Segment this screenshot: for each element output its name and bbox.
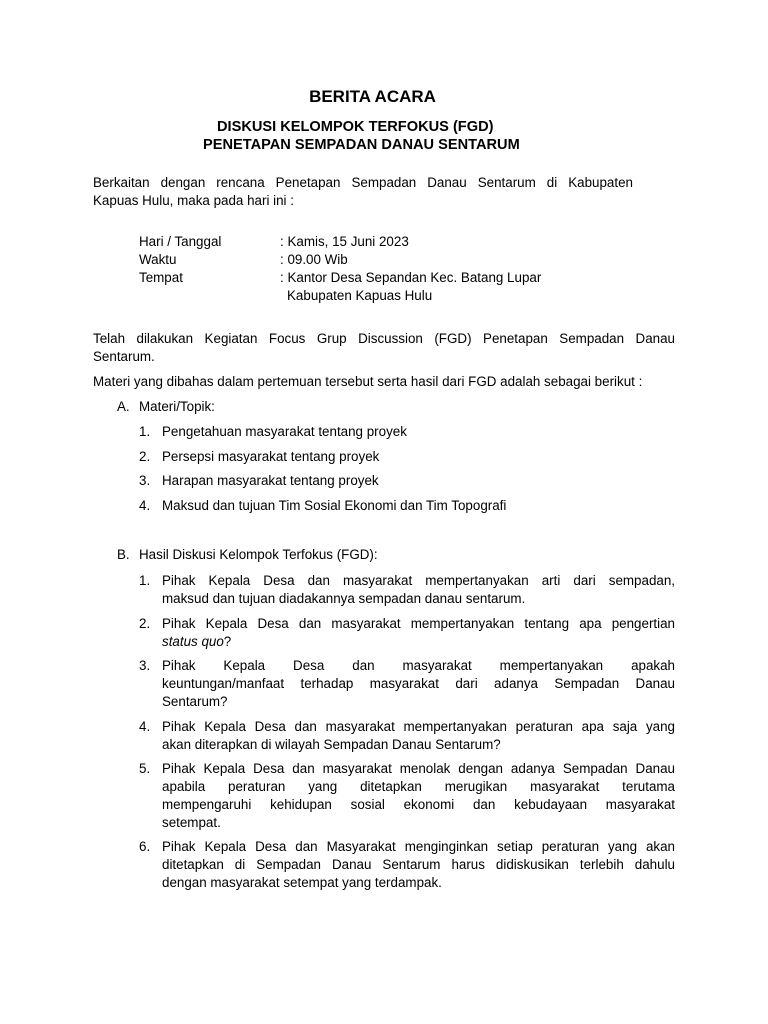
list-number: 2. bbox=[139, 616, 151, 631]
list-text-line: Pihak Kepala Desa dan masyarakat mempertanyakan peraturan apa saja yang bbox=[162, 719, 675, 734]
info-value-continuation: Kabupaten Kapuas Hulu bbox=[287, 288, 433, 303]
list-text-line: apabila peraturan yang ditetapkan merugikan masyarakat terutama bbox=[162, 779, 675, 794]
info-row-place bbox=[139, 269, 639, 287]
info-row-time bbox=[139, 251, 639, 269]
list-text-line: setempat. bbox=[162, 815, 221, 830]
summary-paragraph: Materi yang dibahas dalam pertemuan tersebut serta hasil dari FGD adalah sebagai berikut : bbox=[93, 374, 643, 389]
list-item bbox=[139, 472, 675, 490]
list-text-line: Pihak Kepala Desa dan masyarakat mempertanyakan tentang apa pengertian bbox=[162, 616, 675, 631]
list-text-line: Pihak Kepala Desa dan Masyarakat menginginkan setiap peraturan yang akan bbox=[162, 839, 675, 854]
intro-line: Kapuas Hulu, maka pada hari ini : bbox=[93, 193, 294, 208]
section-title: Hasil Diskusi Kelompok Terfokus (FGD): bbox=[139, 547, 378, 562]
list-text-line: Pihak Kepala Desa dan masyarakat menolak dengan adanya Sempadan Danau bbox=[162, 761, 675, 776]
info-value: : Kamis, 15 Juni 2023 bbox=[280, 234, 409, 249]
section-letter: B. bbox=[117, 547, 130, 562]
info-row-day bbox=[139, 233, 639, 251]
list-number: 5. bbox=[139, 761, 151, 776]
list-text bbox=[162, 760, 675, 832]
list-item bbox=[139, 497, 675, 515]
list-number: 1. bbox=[139, 573, 151, 588]
list-text: Pengetahuan masyarakat tentang proyek bbox=[162, 424, 407, 439]
punctuation: ? bbox=[223, 634, 232, 649]
list-item bbox=[139, 448, 675, 466]
activity-paragraph bbox=[93, 330, 675, 366]
list-text bbox=[162, 657, 675, 711]
intro-line: Berkaitan dengan rencana Penetapan Sempadan Danau Sentarum di Kabupaten bbox=[93, 175, 633, 190]
list-text: Persepsi masyarakat tentang proyek bbox=[162, 449, 380, 464]
list-text-line: Pihak Kepala Desa dan masyarakat mempertanyakan arti dari sempadan, bbox=[162, 573, 675, 588]
list-number: 1. bbox=[139, 424, 151, 439]
info-label: Waktu bbox=[139, 252, 177, 267]
list-item bbox=[139, 838, 675, 892]
list-item bbox=[139, 760, 675, 832]
meeting-info bbox=[139, 233, 639, 305]
list-text-line: mempengaruhi kehidupan sosial ekonomi dan kebudayaan masyarakat bbox=[162, 797, 675, 812]
list-item bbox=[139, 572, 675, 608]
list-text: Harapan masyarakat tentang proyek bbox=[162, 473, 379, 488]
paragraph-line: Telah dilakukan Kegiatan Focus Grup Discussion (FGD) Penetapan Sempadan Danau bbox=[93, 331, 675, 346]
list-text-line: maksud dan tujuan diadakannya sempadan danau sentarum. bbox=[162, 591, 526, 606]
italic-term: status quo bbox=[162, 634, 224, 649]
section-b-heading bbox=[117, 546, 677, 564]
list-text bbox=[162, 615, 675, 651]
info-value: : Kantor Desa Sepandan Kec. Batang Lupar bbox=[280, 270, 542, 285]
section-title: Materi/Topik: bbox=[139, 399, 215, 414]
intro-paragraph bbox=[93, 174, 633, 210]
list-text-line: keuntungan/manfaat terhadap masyarakat dari adanya Sempadan Danau bbox=[162, 676, 675, 691]
list-number: 2. bbox=[139, 449, 151, 464]
list-text-line: ditetapkan di Sempadan Danau Sentarum harus didiskusikan terlebih dahulu bbox=[162, 857, 675, 872]
list-text-line: dengan masyarakat setempat yang terdampak. bbox=[162, 875, 442, 890]
section-a-heading bbox=[117, 398, 677, 416]
section-letter: A. bbox=[117, 399, 130, 414]
list-item bbox=[139, 615, 675, 651]
list-text bbox=[162, 718, 675, 754]
list-item bbox=[139, 423, 675, 441]
document-subtitle-line2: PENETAPAN SEMPADAN DANAU SENTARUM bbox=[203, 137, 520, 153]
list-item bbox=[139, 657, 675, 711]
list-text-line: Sentarum? bbox=[162, 694, 228, 709]
list-item bbox=[139, 718, 675, 754]
document-subtitle-line1: DISKUSI KELOMPOK TERFOKUS (FGD) bbox=[217, 119, 494, 135]
list-number: 3. bbox=[139, 473, 151, 488]
list-text bbox=[162, 838, 675, 892]
paragraph-line: Sentarum. bbox=[93, 349, 155, 364]
list-text-line bbox=[162, 633, 675, 651]
document-title: BERITA ACARA bbox=[309, 87, 436, 106]
list-text-line: Pihak Kepala Desa dan masyarakat mempertanyakan apakah bbox=[162, 658, 675, 673]
list-number: 3. bbox=[139, 658, 151, 673]
info-label: Tempat bbox=[139, 270, 183, 285]
list-text bbox=[162, 572, 675, 608]
list-number: 6. bbox=[139, 839, 151, 854]
info-value: : 09.00 Wib bbox=[280, 252, 348, 267]
list-text: Maksud dan tujuan Tim Sosial Ekonomi dan Tim Topografi bbox=[162, 498, 507, 513]
info-label: Hari / Tanggal bbox=[139, 234, 222, 249]
list-number: 4. bbox=[139, 719, 151, 734]
list-number: 4. bbox=[139, 498, 151, 513]
list-text-line: akan diterapkan di wilayah Sempadan Danau Sentarum? bbox=[162, 737, 501, 752]
